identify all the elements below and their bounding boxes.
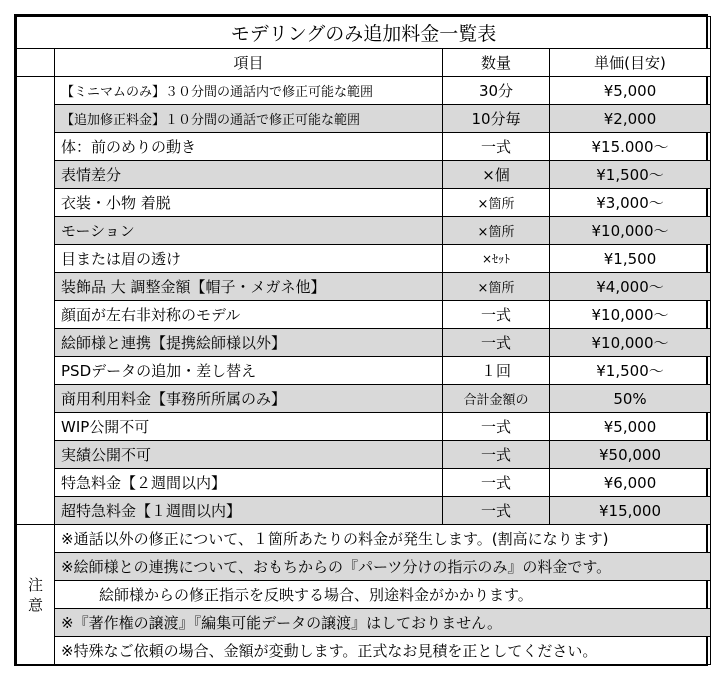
item-name: 体：前のめりの動き [55,133,443,161]
item-price: ¥1,500～ [550,161,711,189]
item-name: 装飾品 大 調整金額【帽子・メガネ他】 [55,273,443,301]
item-name: 商用利用料金【事務所所属のみ】 [55,385,443,413]
table-row [17,133,711,161]
item-name: 顔面が左右非対称のモデル [55,301,443,329]
table-row [17,301,711,329]
item-price: 50% [550,385,711,413]
header-price: 単価(目安) [550,49,711,77]
item-name: 【ミニマムのみ】３０分間の通話内で修正可能な範囲 [55,77,443,105]
note-row [17,553,711,581]
header-item: 項目 [55,49,443,77]
item-name: 衣装・小物 着脱 [55,189,443,217]
item-name: 目または眉の透け [55,245,443,273]
item-price: ¥3,000～ [550,189,711,217]
item-quantity: 合計金額の [443,385,550,413]
item-price: ¥50,000 [550,441,711,469]
item-quantity: ×個 [443,161,550,189]
item-quantity: 一式 [443,497,550,525]
note-row [17,581,711,609]
table-row [17,77,711,105]
items-side-cell [17,77,55,525]
table-row [17,497,711,525]
table-row [17,189,711,217]
item-quantity: 一式 [443,133,550,161]
item-price: ¥15,000 [550,497,711,525]
item-quantity: ×箇所 [443,273,550,301]
header-blank-cell [17,49,55,77]
item-price: ¥10,000～ [550,301,711,329]
item-quantity: 一式 [443,441,550,469]
item-quantity: 一式 [443,301,550,329]
table-row [17,357,711,385]
item-price: ¥5,000 [550,77,711,105]
table-row [17,217,711,245]
note-text: ※絵師様との連携について、おもちからの『パーツ分けの指示のみ』の料金です。 [55,553,711,581]
item-quantity: 一式 [443,329,550,357]
item-name: PSDデータの追加・差し替え [55,357,443,385]
item-price: ¥1,500 [550,245,711,273]
note-text: ※通話以外の修正について、１箇所あたりの料金が発生します。(割高になります) [55,525,711,553]
note-text: 絵師様からの修正指示を反映する場合、別途料金がかかります。 [55,581,711,609]
note-text: ※特殊なご依頼の場合、金額が変動します。正式なお見積を正としてください。 [55,637,711,665]
note-text: ※『著作権の譲渡』『編集可能データの譲渡』はしておりません。 [55,609,711,637]
table-row [17,273,711,301]
item-price: ¥2,000 [550,105,711,133]
note-row [17,609,711,637]
table-row [17,469,711,497]
item-quantity: ×ｾｯﾄ [443,245,550,273]
item-price: ¥6,000 [550,469,711,497]
item-name: 特急料金【２週間以内】 [55,469,443,497]
table-row [17,161,711,189]
item-name: モーション [55,217,443,245]
price-table [16,16,711,665]
item-quantity: ×箇所 [443,217,550,245]
item-quantity: 10分毎 [443,105,550,133]
price-sheet [14,14,708,666]
note-row [17,637,711,665]
table-row [17,105,711,133]
table-row [17,245,711,273]
header-row [17,49,711,77]
item-name: WIP公開不可 [55,413,443,441]
item-quantity: 一式 [443,413,550,441]
item-quantity: １回 [443,357,550,385]
notes-label: 注意 [27,575,43,614]
notes-label-cell [17,525,55,665]
item-price: ¥1,500～ [550,357,711,385]
header-quantity: 数量 [443,49,550,77]
item-name: 実績公開不可 [55,441,443,469]
item-price: ¥10,000～ [550,217,711,245]
item-price: ¥5,000 [550,413,711,441]
item-name: 超特急料金【１週間以内】 [55,497,443,525]
table-row [17,413,711,441]
item-name: 絵師様と連携【提携絵師様以外】 [55,329,443,357]
item-quantity: 30分 [443,77,550,105]
table-row [17,441,711,469]
item-quantity: ×箇所 [443,189,550,217]
table-row [17,385,711,413]
item-price: ¥15.000～ [550,133,711,161]
item-quantity: 一式 [443,469,550,497]
item-price: ¥4,000～ [550,273,711,301]
table-title: モデリングのみ追加料金一覧表 [17,17,711,49]
item-name: 表情差分 [55,161,443,189]
note-row [17,525,711,553]
item-price: ¥10,000～ [550,329,711,357]
table-row [17,329,711,357]
title-row [17,17,711,49]
item-name: 【追加修正料金】１０分間の通話で修正可能な範囲 [55,105,443,133]
